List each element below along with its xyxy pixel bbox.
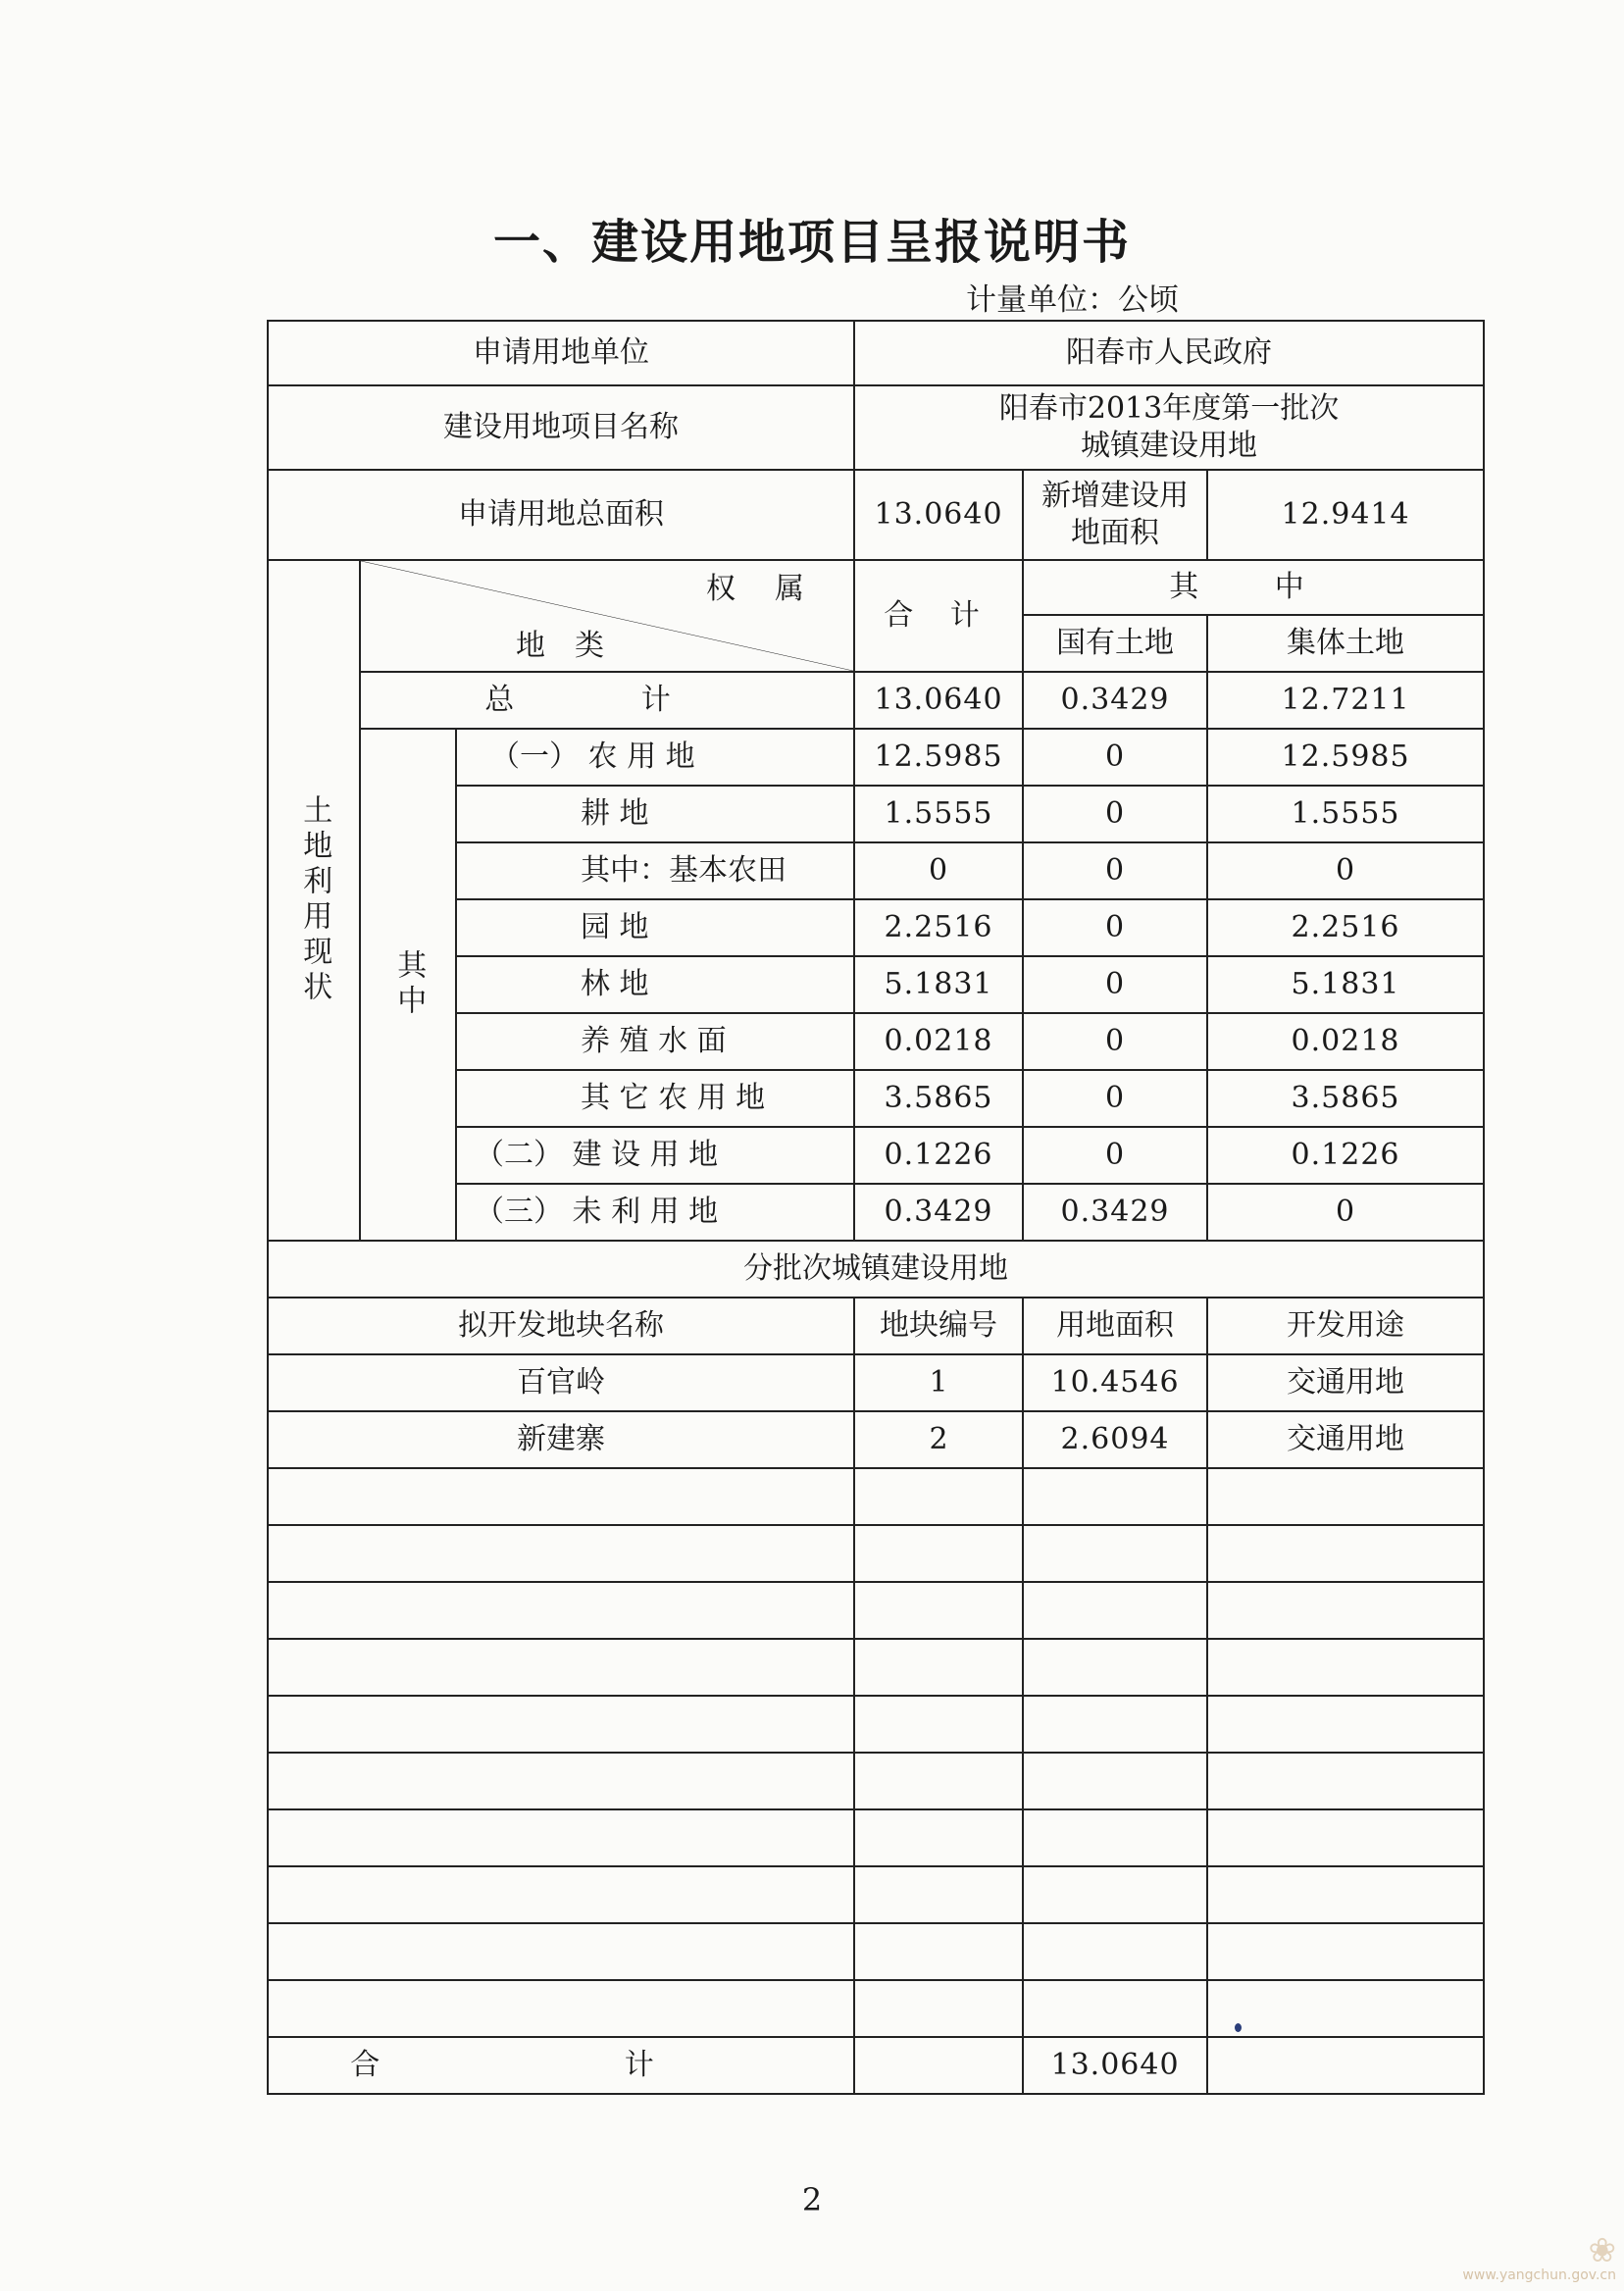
applicant-label: 申请用地单位 [268,321,854,385]
land-row-total: 1.5555 [854,786,1023,842]
batch-col-no: 地块编号 [854,1298,1023,1354]
batch-row-name: 新建寨 [268,1411,854,1468]
total-area-value: 13.0640 [854,470,1023,560]
total-area-row [268,470,1484,560]
land-row-collective: 5.1831 [1207,956,1484,1013]
batch-row-no: 2 [854,1411,1023,1468]
unit-label: 计量单位：公顷 [966,282,1179,318]
land-total-collective: 12.7211 [1207,672,1484,729]
batch-empty-row [268,1753,1484,1809]
batch-empty-row [268,1582,1484,1639]
batch-row-use: 交通用地 [1207,1411,1484,1468]
inner-of-which-label [360,729,456,1241]
land-row-total: 3.5865 [854,1070,1023,1127]
batch-row-use: 交通用地 [1207,1354,1484,1411]
land-row-collective: 3.5865 [1207,1070,1484,1127]
land-row-total: 12.5985 [854,729,1023,786]
project-row [268,385,1484,470]
land-row-state: 0 [1023,899,1207,956]
new-area-label-line2: 地面积 [1071,516,1160,550]
land-row-collective: 0.1226 [1207,1127,1484,1184]
applicant-value: 阳春市人民政府 [854,321,1484,385]
land-row-label: 园 地 [456,899,854,956]
land-row-state: 0 [1023,1070,1207,1127]
batch-empty-row [268,1923,1484,1980]
land-total-row [268,672,1484,729]
land-row-total: 2.2516 [854,899,1023,956]
batch-row-area: 2.6094 [1023,1411,1207,1468]
batch-row [268,1411,1484,1468]
report-table [267,320,1485,2095]
land-row-total: 5.1831 [854,956,1023,1013]
page-number: 2 [801,2181,823,2218]
batch-header-row [268,1298,1484,1354]
col-total-header: 合 计 [854,560,1023,672]
land-row-label: 养 殖 水 面 [456,1013,854,1070]
batch-row-area: 10.4546 [1023,1354,1207,1411]
batch-section-row [268,1241,1484,1298]
land-row-label: （二） 建 设 用 地 [456,1127,854,1184]
diagonal-header-cell [360,560,854,672]
land-row-collective: 1.5555 [1207,786,1484,842]
new-area-value: 12.9414 [1207,470,1484,560]
col-of-which-header: 其 中 [1023,560,1484,615]
land-row-total: 0.3429 [854,1184,1023,1241]
land-status-side-label [268,560,360,1241]
watermark-logo-icon: ❀ [1588,2231,1616,2270]
land-row-collective: 0.0218 [1207,1013,1484,1070]
land-row-label: （三） 未 利 用 地 [456,1184,854,1241]
land-row-state: 0 [1023,842,1207,899]
project-value-line1: 阳春市2013年度第一批次 [998,390,1340,426]
diagonal-top-label: 权属 [706,572,844,606]
land-header-row-1 [268,560,1484,615]
land-row-label: 林 地 [456,956,854,1013]
diagonal-bottom-label: 地类 [516,628,634,663]
land-row-total: 0.0218 [854,1013,1023,1070]
batch-empty-row [268,1809,1484,1866]
land-row-state: 0 [1023,956,1207,1013]
land-row-state: 0 [1023,1127,1207,1184]
land-row-state: 0 [1023,1013,1207,1070]
inner-of-which-text: 其中 [391,949,427,1020]
land-row-label: 其中：基本农田 [456,842,854,899]
land-row-label: 耕 地 [456,786,854,842]
total-area-label: 申请用地总面积 [268,470,854,560]
batch-section-title: 分批次城镇建设用地 [268,1241,1484,1298]
batch-col-name: 拟开发地块名称 [268,1298,854,1354]
land-row-total: 0.1226 [854,1127,1023,1184]
watermark-url: www.yangchun.gov.cn [1462,2267,1616,2283]
land-row-state: 0 [1023,786,1207,842]
land-row [268,729,1484,786]
project-value [854,385,1484,470]
new-area-label-line1: 新增建设用 [1041,478,1190,513]
land-row-state: 0 [1023,729,1207,786]
project-value-line2: 城镇建设用地 [1081,429,1258,463]
land-row-collective: 2.2516 [1207,899,1484,956]
batch-row-no: 1 [854,1354,1023,1411]
batch-total-row [268,2037,1484,2094]
land-row-collective: 12.5985 [1207,729,1484,786]
batch-empty-row [268,1696,1484,1753]
batch-empty-row [268,1980,1484,2037]
land-row-state: 0.3429 [1023,1184,1207,1241]
land-row-collective: 0 [1207,842,1484,899]
land-row-total: 0 [854,842,1023,899]
batch-empty-row [268,1639,1484,1696]
land-status-side-text: 土地利用现状 [297,794,332,1006]
batch-total-area: 13.0640 [1023,2037,1207,2094]
land-total-total: 13.0640 [854,672,1023,729]
land-row-collective: 0 [1207,1184,1484,1241]
land-row-label: 其 它 农 用 地 [456,1070,854,1127]
site-watermark [1462,2231,1616,2283]
batch-empty-row [268,1866,1484,1923]
col-collective-header: 集体土地 [1207,615,1484,672]
applicant-row [268,321,1484,385]
land-total-state: 0.3429 [1023,672,1207,729]
col-state-header: 国有土地 [1023,615,1207,672]
batch-col-use: 开发用途 [1207,1298,1484,1354]
land-total-label: 总 计 [360,672,854,729]
batch-empty-row [268,1525,1484,1582]
batch-row-name: 百官岭 [268,1354,854,1411]
ink-dot [1235,2023,1242,2032]
page-title: 一、建设用地项目呈报说明书 [492,215,1131,270]
batch-total-label: 合 计 [268,2037,854,2094]
batch-col-area: 用地面积 [1023,1298,1207,1354]
batch-row [268,1354,1484,1411]
new-area-label [1023,470,1207,560]
project-label: 建设用地项目名称 [268,385,854,470]
batch-empty-row [268,1468,1484,1525]
land-row-label: （一） 农 用 地 [456,729,854,786]
